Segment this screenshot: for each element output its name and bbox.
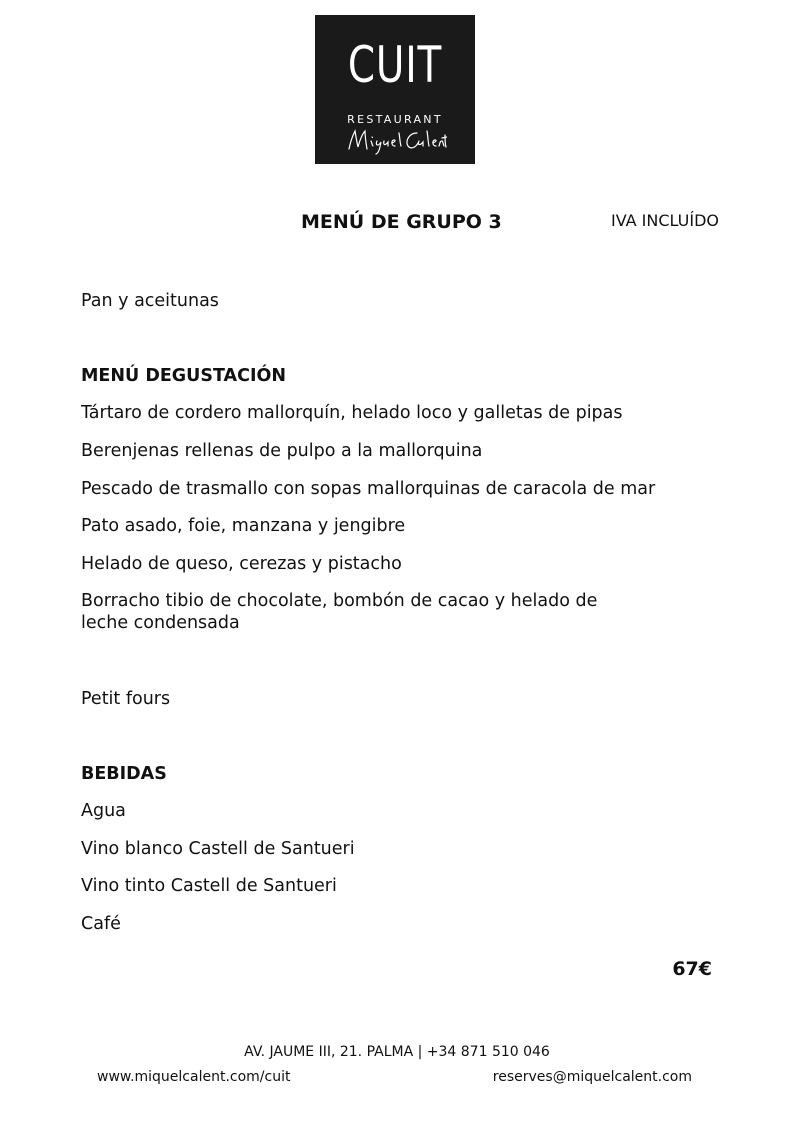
menu-price: 67€ [672,958,712,980]
drink-item: Vino tinto Castell de Santueri [81,876,337,896]
drinks-heading: BEBIDAS [81,764,167,784]
drink-item: Vino blanco Castell de Santueri [81,839,355,859]
menu-title: MENÚ DE GRUPO 3 [301,211,502,233]
tasting-menu-heading: MENÚ DEGUSTACIÓN [81,366,286,386]
signature-logo [345,125,447,155]
tasting-menu-item: Helado de queso, cerezas y pistacho [81,554,402,574]
tasting-menu-item: Borracho tibio de chocolate, bombón de cacao y helado de leche condensada [81,591,598,633]
tasting-menu-item: Tártaro de cordero mallorquín, helado loco y galletas de pipas [81,403,623,423]
logo-subtitle: RESTAURANT [347,113,443,126]
tasting-menu-item: Pato asado, foie, manzana y jengibre [81,516,406,536]
tasting-menu-item: Berenjenas rellenas de pulpo a la mallorquina [81,441,483,461]
restaurant-logo [315,15,475,164]
tasting-menu-item: Pescado de trasmallo con sopas mallorquinas de caracola de mar [81,479,656,499]
logo-name: CUIT [347,36,443,94]
petit-fours-item: Petit fours [81,689,171,709]
vat-note: IVA INCLUÍDO [611,211,719,230]
footer-email-link[interactable]: reserves@miquelcalent.com [492,1069,692,1085]
starter-item: Pan y aceitunas [81,291,219,311]
footer-website-link[interactable]: www.miquelcalent.com/cuit [97,1069,291,1085]
drink-item: Café [81,914,121,934]
footer-address: AV. JAUME III, 21. PALMA | +34 871 510 046 [244,1044,550,1060]
drink-item: Agua [81,801,126,821]
